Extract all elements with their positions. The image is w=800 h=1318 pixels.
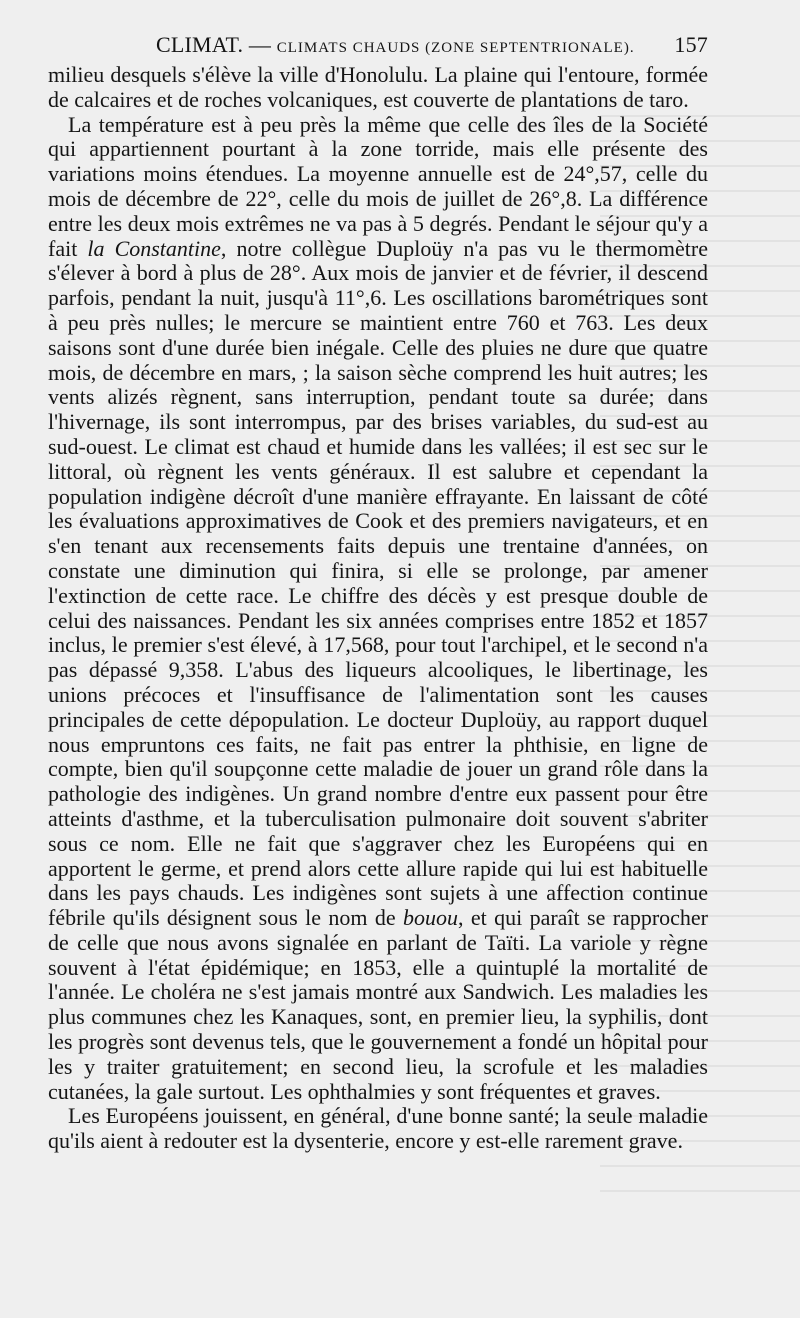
running-head bbox=[156, 32, 635, 58]
paragraph-1-text: milieu desquels s'élève la ville d'Honolulu. La plaine qui l'entoure, formée de calcaires et de roches volcaniques, est couverte de plantations de taro. bbox=[48, 62, 708, 112]
paragraph-2-continuation: , et qui paraît se rapprocher de celle que nous avons signalée en parlant de Taïti. La variole y règne souvent à l'état épidémique; en 1853, elle a quintuplé la mortalité de l'année. Le choléra ne s'est jamais montré aux Sandwich. Les maladies les plus communes chez les Kanaques, sont, en premier lieu, la syphilis, dont les progrès sont devenus tels, que le gouvernement a fondé un hôpital pour les y traiter gratuitement; en second lieu, la scrofule et les maladies cutanées, la gale surtout. Les ophthalmies y sont fréquentes et graves. bbox=[48, 905, 708, 1104]
ship-name: la Constantine bbox=[87, 235, 221, 261]
page-number: 157 bbox=[674, 32, 708, 57]
running-head-section: CLIMATS CHAUDS (ZONE SEPTENTRIONALE). bbox=[276, 40, 635, 56]
running-head-title: CLIMAT. bbox=[156, 32, 244, 57]
running-head-dash: — bbox=[248, 32, 272, 57]
paragraph-2 bbox=[48, 113, 708, 1105]
paragraph-2-text-before-ship: La température est à peu près la même que celle des îles de la Société qui appartiennent pourtant à la zone torride, mais elle présente des variations moins étendues. La moyenne annuelle est de 24°,57, celle du mois de décembre de 22°, celle du mois de juillet de 26°,8. La différence entre les deux mois extrêmes ne va pas à 5 degrés. Pendant le séjour qu'y a fait bbox=[48, 111, 708, 261]
paragraph-1 bbox=[48, 63, 708, 113]
page-header bbox=[48, 30, 708, 64]
disease-name-bouou: bouou bbox=[402, 905, 458, 931]
paragraph-3-text: Les Européens jouissent, en général, d'une bonne santé; la seule maladie qu'ils aient à redouter est la dysenterie, encore y est-elle rarement grave. bbox=[48, 1103, 708, 1154]
page-body bbox=[48, 63, 708, 1154]
paragraph-2-text-after-ship: , notre collègue Duploüy n'a pas vu le thermomètre s'élever à bord à plus de 28°. Aux mois de janvier et de février, il descend parfois, pendant la nuit, jusqu'à 11°,6. Les oscillations barométriques sont à peu près nulles; le mercure se maintient entre 760 et 763. Les deux saisons sont d'une durée bien inégale. Celle des pluies ne dure que quatre mois, de décembre en mars, ; la saison sèche comprend les huit autres; les vents alizés règnent, sans interruption, pendant toute sa durée; dans l'hivernage, ils sont interrompus, par des brises variables, du sud-est au sud-ouest. Le climat est chaud et humide dans les vallées; il est sec sur le littoral, où règnent les vents généraux. Il est salubre et cependant la population indigène décroît d'une manière effrayante. En laissant de côté les évaluations approximatives de Cook et des premiers navigateurs, et en s'en tenant aux recensements faits depuis une trentaine d'années, on constate une diminution qui finira, si elle se prolonge, par amener l'extinction de cette race. Le chiffre des décès y est presque double de celui des naissances. Pendant les six années comprises entre 1852 et 1857 inclus, le premier s'est élevé, à 17,568, pour tout l'archipel, et le second n'a pas dépassé 9,358. L'abus des liqueurs alcooliques, le libertinage, les unions précoces et l'insuffisance de l'alimentation sont les causes principales de cette dépopulation. Le docteur Duploüy, au rapport duquel nous empruntons ces faits, ne fait pas entrer la phthisie, en ligne de compte, bien qu'il soupçonne cette maladie de jouer un grand rôle dans la pathologie des indigènes. Un grand nombre d'entre eux passent pour être atteints d'asthme, et la tuberculisation pulmonaire doit souvent s'abriter sous ce nom. Elle ne fait que s'aggraver chez les Européens qui en apportent le germe, et prend alors cette allure rapide qui lui est habituelle dans les pays chauds. Les indigènes sont sujets à une affection continue fébrile qu'ils désignent sous le nom de bbox=[48, 235, 708, 931]
paragraph-3 bbox=[48, 1104, 708, 1154]
